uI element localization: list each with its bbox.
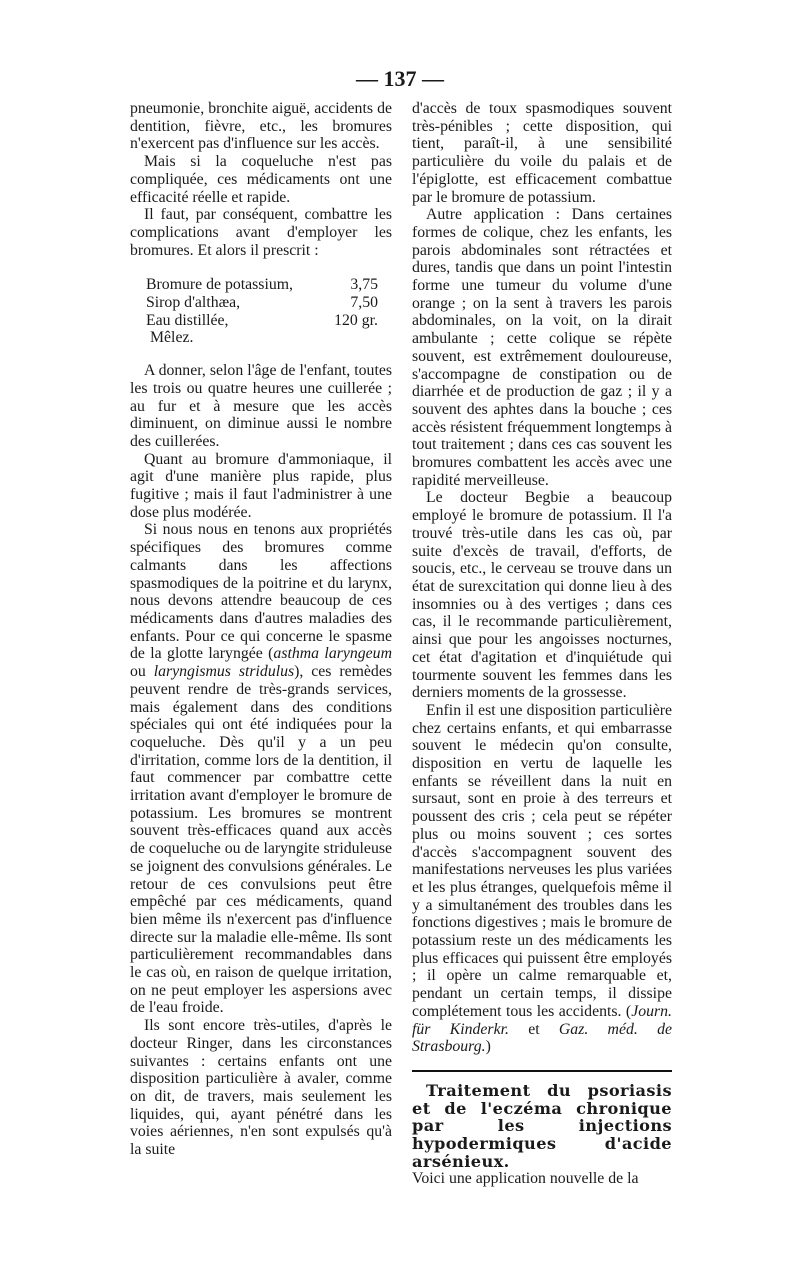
prescription-row [146, 294, 378, 312]
prescription-row [146, 312, 378, 330]
paragraph: Quant au bromure d'ammoniaque, il agit d'une manière plus rapide, plus fugitive ; mais il faut l'administrer à une dose plus modérée. [130, 450, 392, 521]
paragraph: A donner, selon l'âge de l'enfant, toutes les trois ou quatre heures une cuillerée ; au fur et à mesure que les accès diminuent, on diminue aussi le nombre des cuillerées. [130, 362, 392, 450]
right-column [412, 100, 672, 1188]
text-run: ou [130, 663, 154, 681]
paragraph [130, 521, 392, 1017]
paragraph: Autre application : Dans certaines formes de colique, chez les enfants, les parois abdominales sont rétractées et dures, tandis que dans un point l'intestin forme une tumeur du volume d'une orange ; on la sent à travers les parois abdominales, on la voit, on la dirait ambulante ; cette colique se répète souvent, est extrêmement douloureuse, s'accompagne de constipation ou de diarrhée et de production de gaz ; il y a souvent des aphtes dans la bouche ; ces accès résistent fréquemment longtemps à tout traitement ; dans ces cas souvent les bromures combattent les accès avec une rapidité merveilleuse. [412, 206, 672, 489]
latin-term: asthma laryngeum [273, 645, 392, 663]
paragraph: d'accès de toux spasmodiques souvent très-pénibles ; cette disposition, qui tient, paraît-il, à une sensibilité particulière du voile du palais et de l'épiglotte, est efficacement combattue par le bromure de potassium. [412, 100, 672, 206]
prescription [146, 276, 392, 347]
prescription-amount: 7,50 [350, 294, 378, 312]
paragraph: Mais si la coqueluche n'est pas compliquée, ces médicaments ont une efficacité réelle et rapide. [130, 153, 392, 206]
prescription-row [146, 276, 378, 294]
prescription-note: Mêlez. [150, 329, 194, 347]
prescription-item: Sirop d'althæa, [146, 294, 241, 312]
paragraph: Voici une application nouvelle de la [412, 1170, 639, 1188]
citation: Journ. für Kinderkr. [412, 1002, 672, 1038]
text-run: ) [485, 1038, 491, 1056]
citation: Gaz. méd. de Strasbourg. [412, 1020, 673, 1056]
text-run: Enfin il est une disposition particulière chez certains enfants, et qui embarrasse souvent le médecin qu'on consulte, disposition en vertu de laquelle les enfants se réveillent dans la nuit en sursaut, sont en proie à des terreurs et poussent des cris ; cela peut se répéter plus ou moins souvent ; ces sortes d'accès s'accompagnent souvent des manifestations nerveuses les plus variées et les plus étranges, quelquefois même il y a simultanément des troubles dans les fonctions digestives ; mais le bromure de potassium reste un des médicaments les plus efficaces qui puissent être employés ; il opère un calme remarquable et, pendant un certain temps, il dissipe complétement tous les accidents. ( [412, 701, 672, 1020]
paragraph: pneumonie, bronchite aiguë, accidents de dentition, fièvre, etc., les bromures n'exercent pas d'influence sur les accès. [130, 100, 392, 153]
page-number: — 137 — [356, 66, 444, 91]
section-divider [412, 1070, 672, 1072]
paragraph: Il faut, par conséquent, combattre les complications avant d'employer les bromures. Et alors il prescrit : [130, 206, 392, 259]
paragraph: Le docteur Begbie a beaucoup employé le bromure de potassium. Il l'a trouvé très-utile dans les cas où, par suite d'excès de travail, d'efforts, de soucis, etc., le cerveau se trouve dans un état de surexcitation qui donne lieu à des insomnies ou à des vertiges ; dans ces cas, il le recommande particulièrement, ainsi que pour les angoisses nocturnes, cet état d'agitation et d'inquiétude qui tourmente souvent les femmes dans les derniers moments de la grossesse. [412, 489, 672, 702]
prescription-item: Eau distillée, [146, 311, 229, 329]
paragraph [412, 702, 672, 1056]
section-heading [412, 1082, 672, 1171]
text-run: ), ces remèdes peuvent rendre de très-grands services, mais également dans des conditions spéciales qui ont été indiquées pour la coqueluche. Dès qu'il y a un peu d'irritation, comme lors de la dentition, il faut commencer par combattre cette irritation avant d'employer le bromure de potassium. Les bromures se montrent souvent très-efficaces quand aux accès de coqueluche ou de laryngite striduleuse se joignent des convulsions générales. Le retour de ces convulsions peut être empêché par ces médicaments, quand bien même ils n'exercent pas d'influence directe sur la maladie elle-même. Ils sont particulièrement recommandables dans le cas où, en raison de quelque irritation, on ne peut employer les aspersions avec de l'eau froide. [130, 663, 392, 1017]
prescription-amount: 120 gr. [334, 311, 378, 329]
text-run: Si nous nous en tenons aux propriétés spécifiques des bromures comme calmants dans les affections spasmodiques de la poitrine et du larynx, nous devons attendre beaucoup de ces médicaments dans d'autres maladies des enfants. Pour ce qui concerne le spasme de la glotte laryngée ( [130, 521, 392, 663]
section-heading-text: Traitement du psoriasis et de l'eczéma chronique par les injections hypodermiques d'acide arsénieux. [412, 1080, 672, 1171]
prescription-item: Bromure de potassium, [146, 276, 293, 294]
paragraph: Ils sont encore très-utiles, d'après le docteur Ringer, dans les circonstances suivantes : certains enfants ont une disposition particulière à avaler, comme on dit, de travers, mais seulement les liquides, qui, ayant pénétré dans les voies aériennes, n'en sont expulsés qu'à la suite [130, 1017, 392, 1159]
text-run: et [508, 1020, 559, 1038]
latin-term: laryngismus stridulus [153, 663, 295, 681]
left-column [130, 100, 392, 1159]
prescription-amount: 3,75 [350, 276, 378, 294]
